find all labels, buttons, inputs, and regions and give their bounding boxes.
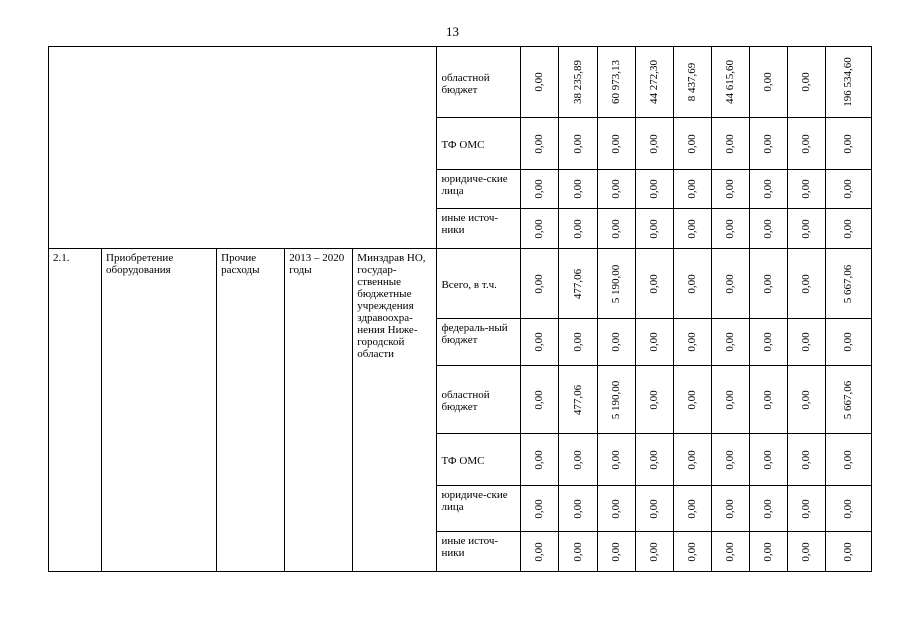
expense-type: Прочие расходы xyxy=(217,249,285,572)
value-cell: 0,00 xyxy=(520,366,558,434)
value-cell: 0,00 xyxy=(711,366,749,434)
value-cell: 0,00 xyxy=(787,47,825,118)
value-cell: 0,00 xyxy=(711,319,749,366)
value-cell: 0,00 xyxy=(711,532,749,572)
value-cell: 0,00 xyxy=(749,170,787,209)
source-cell: ТФ ОМС xyxy=(437,434,520,486)
value-cell: 0,00 xyxy=(520,249,558,319)
source-cell: юридиче-ские лица xyxy=(437,170,520,209)
value-cell: 0,00 xyxy=(635,532,673,572)
value-cell: 0,00 xyxy=(635,366,673,434)
value-cell: 477,06 xyxy=(558,249,597,319)
value-cell: 0,00 xyxy=(597,118,635,170)
value-cell: 0,00 xyxy=(597,532,635,572)
source-cell: федераль-ный бюджет xyxy=(437,319,520,366)
value-cell: 0,00 xyxy=(673,170,711,209)
value-cell: 0,00 xyxy=(635,170,673,209)
value-cell: 0,00 xyxy=(787,170,825,209)
value-cell: 0,00 xyxy=(787,209,825,249)
value-cell: 38 235,89 xyxy=(558,47,597,118)
value-cell: 0,00 xyxy=(558,170,597,209)
value-cell: 0,00 xyxy=(597,486,635,532)
table-body xyxy=(49,47,872,572)
value-cell: 0,00 xyxy=(825,319,871,366)
value-cell: 5 190,00 xyxy=(597,366,635,434)
period: 2013 – 2020 годы xyxy=(285,249,353,572)
page-number: 13 xyxy=(446,24,459,39)
value-cell: 0,00 xyxy=(749,486,787,532)
value-cell: 0,00 xyxy=(558,434,597,486)
value-cell: 0,00 xyxy=(635,486,673,532)
value-cell: 0,00 xyxy=(597,319,635,366)
value-cell: 0,00 xyxy=(673,209,711,249)
value-cell: 0,00 xyxy=(558,532,597,572)
merged-empty-cell xyxy=(49,47,437,249)
value-cell: 196 534,60 xyxy=(825,47,871,118)
value-cell: 0,00 xyxy=(749,249,787,319)
source-cell: областной бюджет xyxy=(437,366,520,434)
value-cell: 0,00 xyxy=(711,249,749,319)
value-cell: 0,00 xyxy=(520,434,558,486)
value-cell: 0,00 xyxy=(520,486,558,532)
value-cell: 0,00 xyxy=(787,532,825,572)
value-cell: 44 272,30 xyxy=(635,47,673,118)
value-cell: 0,00 xyxy=(825,209,871,249)
value-cell: 0,00 xyxy=(749,434,787,486)
source-cell: юридиче-ские лица xyxy=(437,486,520,532)
value-cell: 0,00 xyxy=(787,319,825,366)
value-cell: 0,00 xyxy=(711,170,749,209)
item-name: Приобретение оборудования xyxy=(102,249,217,572)
value-cell: 0,00 xyxy=(787,118,825,170)
table-row xyxy=(49,249,872,319)
value-cell: 0,00 xyxy=(749,532,787,572)
value-cell: 0,00 xyxy=(558,118,597,170)
value-cell: 0,00 xyxy=(635,118,673,170)
item-number: 2.1. xyxy=(49,249,102,572)
value-cell: 60 973,13 xyxy=(597,47,635,118)
value-cell: 0,00 xyxy=(597,170,635,209)
value-cell: 0,00 xyxy=(520,319,558,366)
value-cell: 0,00 xyxy=(825,118,871,170)
value-cell: 0,00 xyxy=(711,486,749,532)
value-cell: 0,00 xyxy=(635,209,673,249)
value-cell: 5 667,06 xyxy=(825,366,871,434)
value-cell: 0,00 xyxy=(825,486,871,532)
value-cell: 0,00 xyxy=(787,366,825,434)
value-cell: 0,00 xyxy=(749,209,787,249)
value-cell: 0,00 xyxy=(787,486,825,532)
executor: Минздрав НО, государ-ственные бюджетные учреждения здравоохра-нения Ниже-городской области xyxy=(353,249,437,572)
source-cell: иные источ-ники xyxy=(437,532,520,572)
value-cell: 0,00 xyxy=(635,434,673,486)
value-cell: 0,00 xyxy=(749,366,787,434)
source-cell: Всего, в т.ч. xyxy=(437,249,520,319)
value-cell: 0,00 xyxy=(673,532,711,572)
value-cell: 0,00 xyxy=(520,47,558,118)
value-cell: 0,00 xyxy=(749,118,787,170)
value-cell: 0,00 xyxy=(520,170,558,209)
value-cell: 0,00 xyxy=(520,209,558,249)
value-cell: 0,00 xyxy=(711,209,749,249)
value-cell: 0,00 xyxy=(558,486,597,532)
table-row xyxy=(49,47,872,118)
value-cell: 477,06 xyxy=(558,366,597,434)
source-cell: областной бюджет xyxy=(437,47,520,118)
value-cell: 0,00 xyxy=(787,434,825,486)
source-cell: ТФ ОМС xyxy=(437,118,520,170)
value-cell: 0,00 xyxy=(749,319,787,366)
value-cell: 5 667,06 xyxy=(825,249,871,319)
value-cell: 0,00 xyxy=(673,249,711,319)
value-cell: 8 437,69 xyxy=(673,47,711,118)
value-cell: 0,00 xyxy=(673,118,711,170)
value-cell: 0,00 xyxy=(558,209,597,249)
value-cell: 0,00 xyxy=(673,319,711,366)
value-cell: 0,00 xyxy=(749,47,787,118)
value-cell: 0,00 xyxy=(635,249,673,319)
budget-table xyxy=(48,46,872,572)
source-cell: иные источ-ники xyxy=(437,209,520,249)
value-cell: 0,00 xyxy=(673,434,711,486)
value-cell: 0,00 xyxy=(673,486,711,532)
value-cell: 5 190,00 xyxy=(597,249,635,319)
value-cell: 0,00 xyxy=(825,434,871,486)
value-cell: 0,00 xyxy=(597,209,635,249)
value-cell: 0,00 xyxy=(558,319,597,366)
value-cell: 44 615,60 xyxy=(711,47,749,118)
value-cell: 0,00 xyxy=(673,366,711,434)
value-cell: 0,00 xyxy=(787,249,825,319)
value-cell: 0,00 xyxy=(597,434,635,486)
value-cell: 0,00 xyxy=(520,532,558,572)
value-cell: 0,00 xyxy=(520,118,558,170)
value-cell: 0,00 xyxy=(711,118,749,170)
value-cell: 0,00 xyxy=(825,532,871,572)
value-cell: 0,00 xyxy=(825,170,871,209)
value-cell: 0,00 xyxy=(635,319,673,366)
value-cell: 0,00 xyxy=(711,434,749,486)
